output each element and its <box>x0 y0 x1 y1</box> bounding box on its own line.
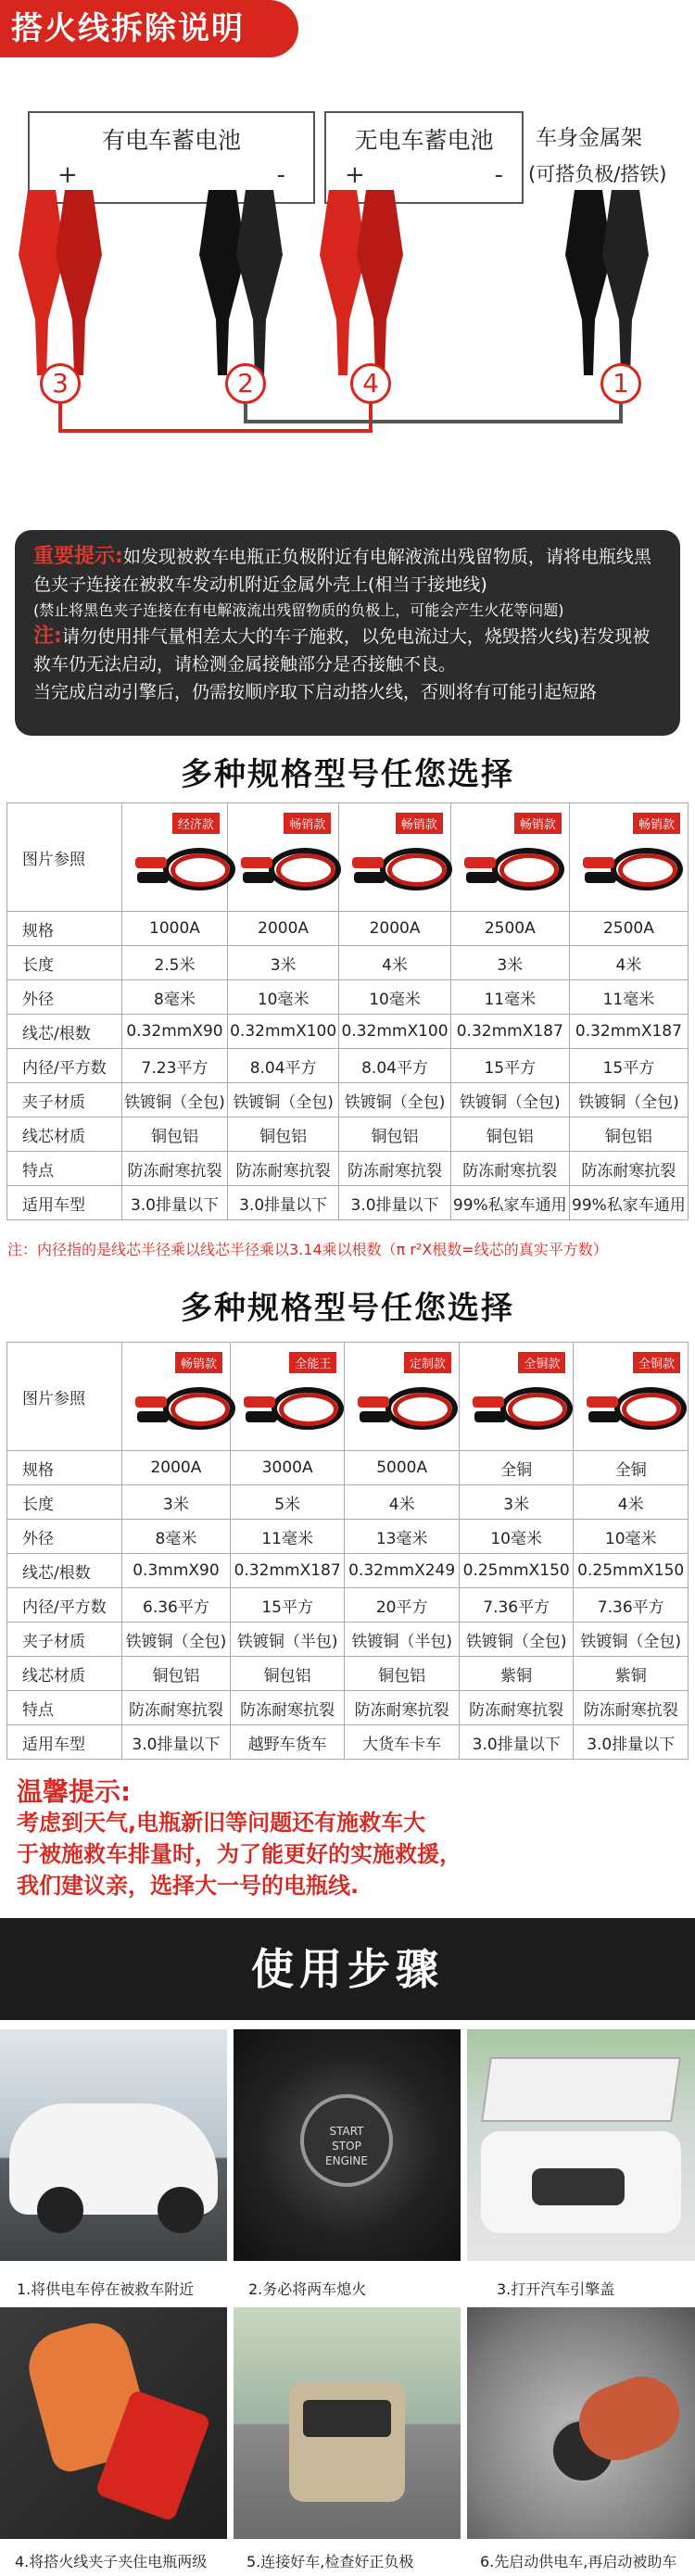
row-label: 长度 <box>7 946 122 980</box>
step-number-2: 2 <box>225 363 266 404</box>
table-row <box>7 1083 689 1118</box>
step-caption-5: 5.连接好车,检查好正负极 <box>246 2553 414 2570</box>
plus-sign-2: + <box>345 161 365 189</box>
table-cell: 防冻耐寒抗裂 <box>569 1152 688 1186</box>
row-label: 规格 <box>7 912 122 946</box>
spec-table-1 <box>6 802 689 1220</box>
table-cell: 15平方 <box>450 1049 569 1083</box>
row-label: 线芯材质 <box>7 1657 122 1691</box>
table-cell: 铜包铝 <box>230 1657 345 1691</box>
start-stop-button <box>300 2094 393 2187</box>
table1-note: 注：内径指的是线芯半径乘以线芯半径乘以3.14乘以根数（π r²X根数=线芯的真实平方数） <box>7 1241 608 1258</box>
table-cell: 防冻耐寒抗裂 <box>345 1691 460 1725</box>
table-cell: 0.25mmX150 <box>459 1554 574 1588</box>
table-cell: 0.32mmX187 <box>450 1015 569 1049</box>
table-cell: 防冻耐寒抗裂 <box>459 1691 574 1725</box>
product-image-cell <box>230 1343 345 1451</box>
row-label: 线芯材质 <box>7 1118 122 1152</box>
table-cell: 防冻耐寒抗裂 <box>450 1152 569 1186</box>
step-caption-1: 1.将供电车停在被救车附近 <box>17 2280 195 2298</box>
warning-text-3: 当完成启动引擎后，仍需按顺序取下启动搭火线，否则将有可能引起短路 <box>33 682 598 702</box>
product-badge: 全铜款 <box>633 1352 680 1373</box>
table-cell: 3米 <box>459 1485 574 1520</box>
product-badge: 定制款 <box>404 1352 451 1373</box>
jumper-cable-image <box>583 840 685 896</box>
product-image-cell <box>345 1343 460 1451</box>
table-cell: 紫铜 <box>574 1657 689 1691</box>
jumper-cable-image <box>473 1380 575 1435</box>
row-label: 长度 <box>7 1485 122 1520</box>
product-badge: 全能王 <box>289 1352 336 1373</box>
table-cell: 10毫米 <box>459 1520 574 1554</box>
table-cell: 紫铜 <box>459 1657 574 1691</box>
row-label: 特点 <box>7 1691 122 1725</box>
product-image-cell <box>339 803 450 912</box>
jumper-cable-image <box>464 840 566 896</box>
table-cell: 10毫米 <box>339 980 450 1015</box>
table-cell: 铁镀铜（全包) <box>122 1083 228 1118</box>
table-row <box>7 1691 689 1725</box>
table-cell: 越野车货车 <box>230 1725 345 1760</box>
row-label: 外径 <box>7 1520 122 1554</box>
table-row <box>7 1451 689 1485</box>
jumper-cable-image <box>241 840 343 896</box>
car-metal-note: (可搭负极/搭铁) <box>528 163 667 185</box>
row-label: 内径/平方数 <box>7 1588 122 1623</box>
table-cell: 3.0排量以下 <box>122 1186 228 1220</box>
warning-text-2: 请勿使用排气量相差太大的车子施救，以免电流过大，烧毁搭火线)若发现被救车仍无法启动，请检测金属接触部分是否接触不良。 <box>33 626 651 675</box>
spec-table-2 <box>6 1342 689 1760</box>
table-cell: 3.0排量以下 <box>339 1186 450 1220</box>
table-cell: 8.04平方 <box>339 1049 450 1083</box>
table-cell: 8毫米 <box>122 980 228 1015</box>
product-badge: 经济款 <box>172 813 220 834</box>
jumper-cable-image <box>587 1380 689 1435</box>
row-label: 线芯/根数 <box>7 1015 122 1049</box>
table-cell: 铜包铝 <box>569 1118 688 1152</box>
product-image-cell <box>122 803 228 912</box>
jumper-cable-image <box>135 840 237 896</box>
row-label: 外径 <box>7 980 122 1015</box>
table-cell: 2000A <box>122 1451 231 1485</box>
start-text: START <box>329 2125 364 2138</box>
step-photo-4 <box>0 2307 227 2539</box>
product-image-cell <box>227 803 338 912</box>
table-cell: 铁镀铜（全包) <box>459 1623 574 1657</box>
table-cell: 防冻耐寒抗裂 <box>230 1691 345 1725</box>
battery-with-power-label: 有电车蓄电池 <box>101 127 241 154</box>
minus-sign-2: - <box>494 161 503 189</box>
warning-box <box>15 530 680 736</box>
red-clamp-1 <box>19 190 102 375</box>
black-clamp-1 <box>199 190 283 375</box>
table-cell: 3.0排量以下 <box>574 1725 689 1760</box>
jumper-cable-image <box>352 840 454 896</box>
product-image-cell <box>574 1343 689 1451</box>
product-image-cell <box>122 1343 231 1451</box>
step-number-1: 1 <box>600 363 641 404</box>
step-number-4: 4 <box>350 363 391 404</box>
table-cell: 大货车卡车 <box>345 1725 460 1760</box>
table-cell: 11毫米 <box>450 980 569 1015</box>
clamp-diagram <box>0 181 695 459</box>
table-cell: 15平方 <box>230 1588 345 1623</box>
table-cell: 0.25mmX150 <box>574 1554 689 1588</box>
black-clamp-2 <box>565 190 649 375</box>
row-label: 图片参照 <box>7 803 122 912</box>
table2-title: 多种规格型号任您选择 <box>181 1290 514 1327</box>
red-clamp-2 <box>320 190 403 375</box>
jumper-cable-image <box>244 1380 346 1435</box>
table-cell: 铜包铝 <box>339 1118 450 1152</box>
table-cell: 4米 <box>574 1485 689 1520</box>
plus-sign: + <box>57 161 78 189</box>
table-cell: 0.32mmX187 <box>569 1015 688 1049</box>
table-row <box>7 1520 689 1554</box>
table-cell: 3米 <box>450 946 569 980</box>
step-photo-2 <box>234 2029 461 2261</box>
table-row <box>7 803 689 912</box>
table-cell: 4米 <box>345 1485 460 1520</box>
table-cell: 11毫米 <box>569 980 688 1015</box>
table-cell: 8毫米 <box>122 1520 231 1554</box>
product-badge: 畅销款 <box>514 813 562 834</box>
table2-grid <box>6 1342 689 1760</box>
table-cell: 3.0排量以下 <box>122 1725 231 1760</box>
row-label: 适用车型 <box>7 1186 122 1220</box>
table-cell: 10毫米 <box>227 980 338 1015</box>
tip-line-1: 考虑到天气,电瓶新旧等问题还有施救车大 <box>17 1810 426 1836</box>
table-cell: 3米 <box>227 946 338 980</box>
table-row <box>7 1015 689 1049</box>
table-row <box>7 912 689 946</box>
table-cell: 3000A <box>230 1451 345 1485</box>
page-title: 搭火线拆除说明 <box>0 0 298 57</box>
car-metal-label: 车身金属架 <box>536 126 642 150</box>
table-cell: 0.32mmX100 <box>339 1015 450 1049</box>
warning-label-note: 注: <box>33 625 62 648</box>
table-cell: 防冻耐寒抗裂 <box>339 1152 450 1186</box>
table-cell: 1000A <box>122 912 228 946</box>
product-badge: 畅销款 <box>633 813 680 834</box>
table-cell: 7.36平方 <box>459 1588 574 1623</box>
row-label: 夹子材质 <box>7 1083 122 1118</box>
table-row <box>7 1152 689 1186</box>
table-cell: 8.04平方 <box>227 1049 338 1083</box>
table-row <box>7 1049 689 1083</box>
table-cell: 20平方 <box>345 1588 460 1623</box>
table-cell: 99%私家车通用 <box>569 1186 688 1220</box>
table-cell: 铁镀铜（全包) <box>122 1623 231 1657</box>
table-cell: 13毫米 <box>345 1520 460 1554</box>
step-caption-4: 4.将搭火线夹子夹住电瓶两级 <box>15 2553 208 2570</box>
table-cell: 3米 <box>122 1485 231 1520</box>
battery-no-power-label: 无电车蓄电池 <box>354 127 494 154</box>
table-row <box>7 1118 689 1152</box>
product-badge: 全铜款 <box>518 1352 565 1373</box>
table-cell: 全铜 <box>459 1451 574 1485</box>
step-caption-6: 6.先启动供电车,再启动被助车 <box>480 2553 677 2570</box>
table-cell: 2.5米 <box>122 946 228 980</box>
step-photo-3 <box>467 2029 695 2261</box>
row-label: 特点 <box>7 1152 122 1186</box>
table-cell: 2500A <box>450 912 569 946</box>
tip-line-2: 于被施救车排量时，为了能更好的实施救援， <box>17 1841 461 1867</box>
table-cell: 铜包铝 <box>345 1657 460 1691</box>
table-cell: 5000A <box>345 1451 460 1485</box>
table-cell: 防冻耐寒抗裂 <box>122 1691 231 1725</box>
table-row <box>7 1186 689 1220</box>
table-cell: 铜包铝 <box>122 1118 228 1152</box>
step-photo-1 <box>0 2029 227 2261</box>
table-cell: 0.3mmX90 <box>122 1554 231 1588</box>
warning-label-important: 重要提示: <box>33 545 123 568</box>
product-badge: 畅销款 <box>396 813 443 834</box>
table1-title: 多种规格型号任您选择 <box>181 756 514 793</box>
table-cell: 防冻耐寒抗裂 <box>574 1691 689 1725</box>
table-row <box>7 1343 689 1451</box>
table-row <box>7 1588 689 1623</box>
table1-grid <box>6 802 689 1220</box>
minus-sign: - <box>276 161 285 189</box>
table-cell: 7.23平方 <box>122 1049 228 1083</box>
table-cell: 3.0排量以下 <box>459 1725 574 1760</box>
table-cell: 6.36平方 <box>122 1588 231 1623</box>
row-label: 图片参照 <box>7 1343 122 1451</box>
step-photo-5 <box>234 2307 461 2539</box>
table-cell: 铜包铝 <box>450 1118 569 1152</box>
product-image-cell <box>450 803 569 912</box>
table-cell: 0.32mmX90 <box>122 1015 228 1049</box>
product-badge: 畅销款 <box>175 1352 222 1373</box>
row-label: 夹子材质 <box>7 1623 122 1657</box>
table-cell: 铁镀铜（全包) <box>569 1083 688 1118</box>
product-image-cell <box>459 1343 574 1451</box>
table-row <box>7 1725 689 1760</box>
table-cell: 4米 <box>339 946 450 980</box>
table-row <box>7 1623 689 1657</box>
table-cell: 铁镀铜（全包) <box>450 1083 569 1118</box>
table-cell: 铁镀铜（全包) <box>574 1623 689 1657</box>
table-cell: 铜包铝 <box>122 1657 231 1691</box>
table-cell: 4米 <box>569 946 688 980</box>
steps-banner: 使用步骤 <box>0 1918 695 2020</box>
table-cell: 铁镀铜（全包) <box>227 1083 338 1118</box>
jumper-cable-image <box>135 1380 237 1435</box>
table-cell: 99%私家车通用 <box>450 1186 569 1220</box>
table-row <box>7 980 689 1015</box>
row-label: 线芯/根数 <box>7 1554 122 1588</box>
table-cell: 7.36平方 <box>574 1588 689 1623</box>
table-cell: 0.32mmX100 <box>227 1015 338 1049</box>
table-cell: 2000A <box>227 912 338 946</box>
row-label: 内径/平方数 <box>7 1049 122 1083</box>
stop-text: STOP <box>332 2140 361 2153</box>
tip-body <box>17 1807 461 1901</box>
step-caption-2: 2.务必将两车熄火 <box>248 2280 367 2298</box>
product-image-cell <box>569 803 688 912</box>
product-badge: 畅销款 <box>284 813 331 834</box>
table-cell: 铜包铝 <box>227 1118 338 1152</box>
row-label: 适用车型 <box>7 1725 122 1760</box>
warning-text-1: 如发现被救车电瓶正负极附近有电解液流出残留物质，请将电瓶线黑色夹子连接在被救车发动机附近金属外壳上(相当于接地线) <box>33 547 651 595</box>
table-cell: 11毫米 <box>230 1520 345 1554</box>
step-photo-6 <box>467 2307 695 2539</box>
table-cell: 2500A <box>569 912 688 946</box>
table-cell: 0.32mmX187 <box>230 1554 345 1588</box>
table-cell: 防冻耐寒抗裂 <box>122 1152 228 1186</box>
table-row <box>7 1554 689 1588</box>
engine-text: ENGINE <box>325 2154 368 2167</box>
table-cell: 5米 <box>230 1485 345 1520</box>
table-cell: 防冻耐寒抗裂 <box>227 1152 338 1186</box>
table-cell: 10毫米 <box>574 1520 689 1554</box>
table-cell: 3.0排量以下 <box>227 1186 338 1220</box>
table-row <box>7 1657 689 1691</box>
table-cell: 铁镀铜（半包) <box>345 1623 460 1657</box>
table-cell: 0.32mmX249 <box>345 1554 460 1588</box>
warning-small-text: (禁止将黑色夹子连接在有电解液流出残留物质的负极上，可能会产生火花等问题) <box>33 601 564 619</box>
table-cell: 铁镀铜（全包) <box>339 1083 450 1118</box>
table-cell: 15平方 <box>569 1049 688 1083</box>
table-cell: 铁镀铜（半包) <box>230 1623 345 1657</box>
table-row <box>7 1485 689 1520</box>
table-row <box>7 946 689 980</box>
table-cell: 全铜 <box>574 1451 689 1485</box>
table-cell: 2000A <box>339 912 450 946</box>
step-caption-3: 3.打开汽车引擎盖 <box>497 2280 615 2298</box>
tip-title: 温馨提示: <box>17 1776 132 1807</box>
jumper-cable-image <box>358 1380 460 1435</box>
step-number-3: 3 <box>40 363 81 404</box>
tip-line-3: 我们建议亲，选择大一号的电瓶线. <box>17 1873 360 1899</box>
row-label: 规格 <box>7 1451 122 1485</box>
